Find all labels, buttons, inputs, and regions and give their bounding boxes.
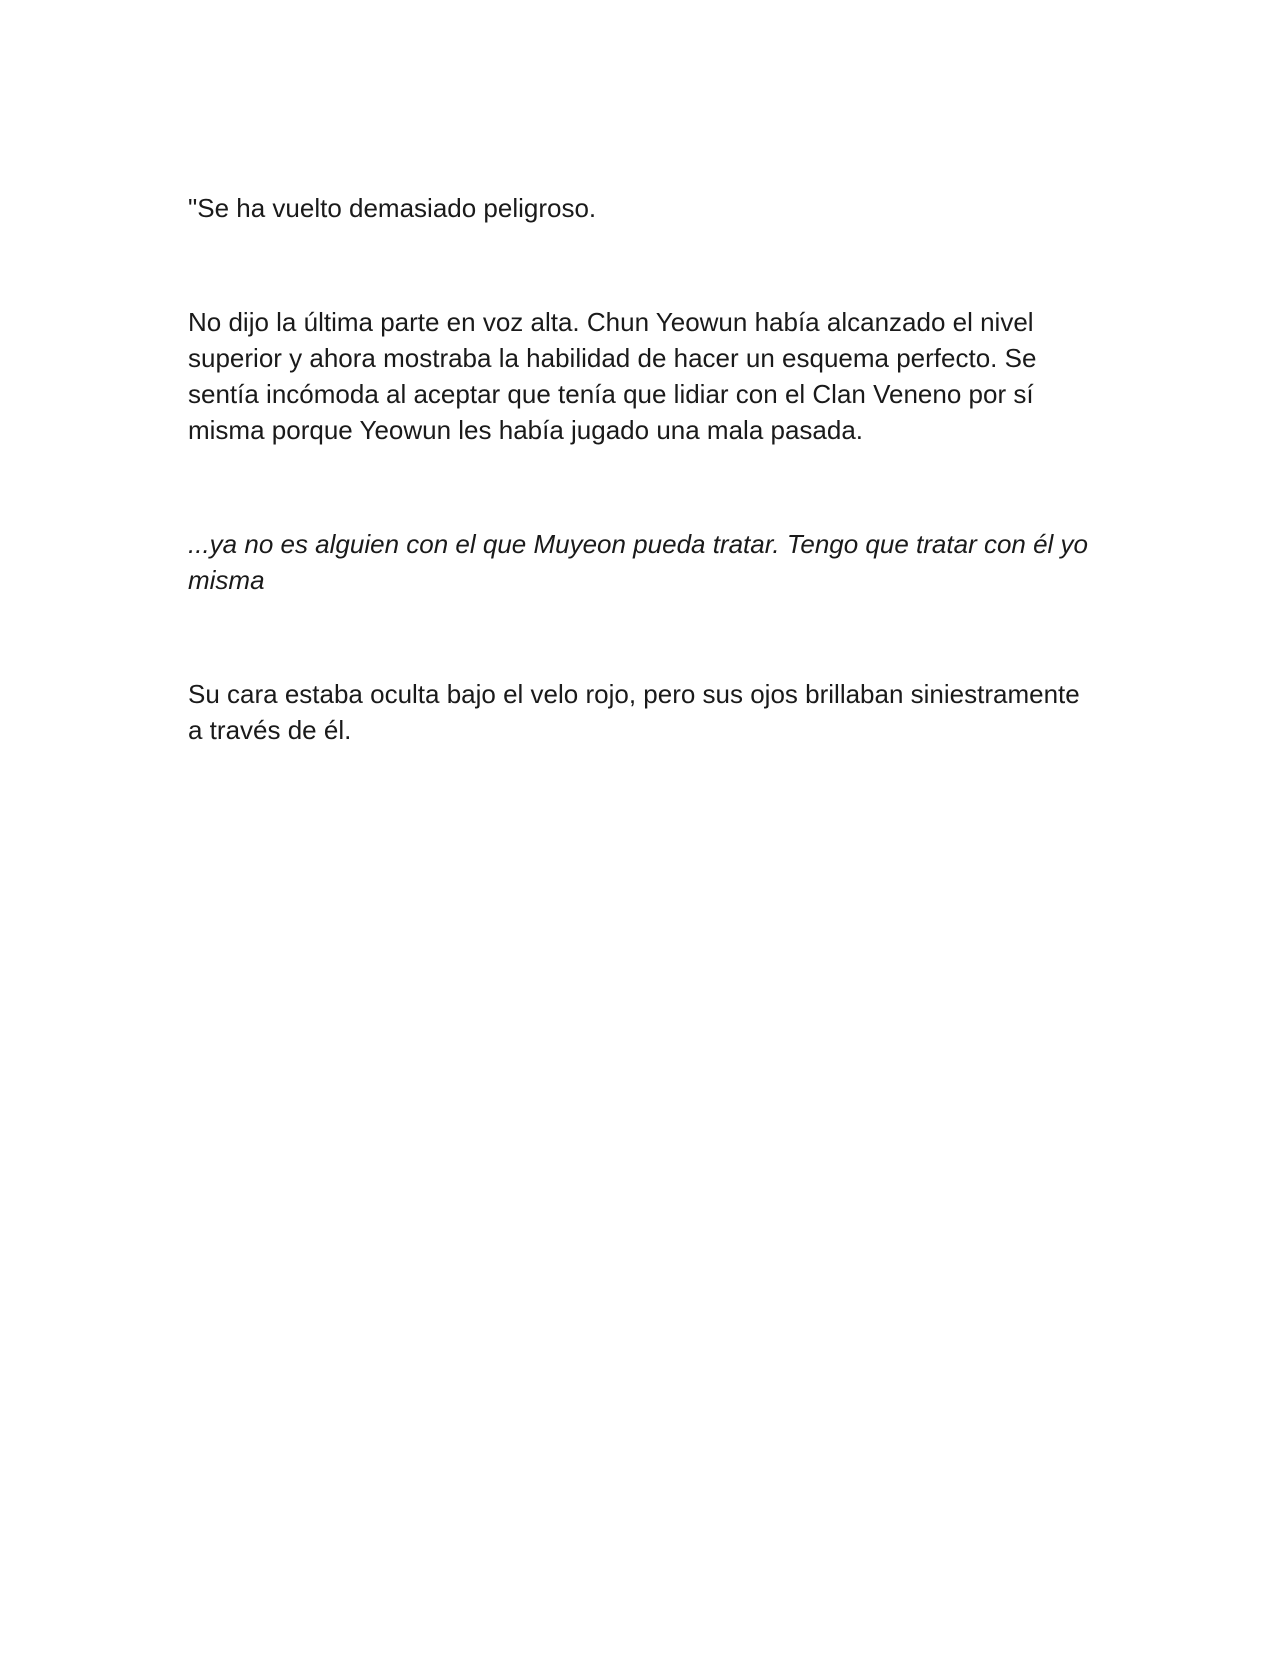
paragraph-dialogue: "Se ha vuelto demasiado peligroso.: [188, 193, 597, 223]
paragraph-thought: ...ya no es alguien con el que Muyeon pueda tratar. Tengo que tratar con él yo misma: [188, 529, 1089, 595]
paragraph-description: Su cara estaba oculta bajo el velo rojo, pero sus ojos brillaban siniestramente a través de él.: [188, 679, 1080, 745]
document-body: [188, 190, 1088, 748]
paragraph-narration: No dijo la última parte en voz alta. Chun Yeowun había alcanzado el nivel superior y ahora mostraba la habilidad de hacer un esquema perfecto. Se sentía incómoda al aceptar que tenía que lidiar con el Clan Veneno por sí misma porque Yeowun les había jugado una mala pasada.: [188, 307, 1037, 445]
